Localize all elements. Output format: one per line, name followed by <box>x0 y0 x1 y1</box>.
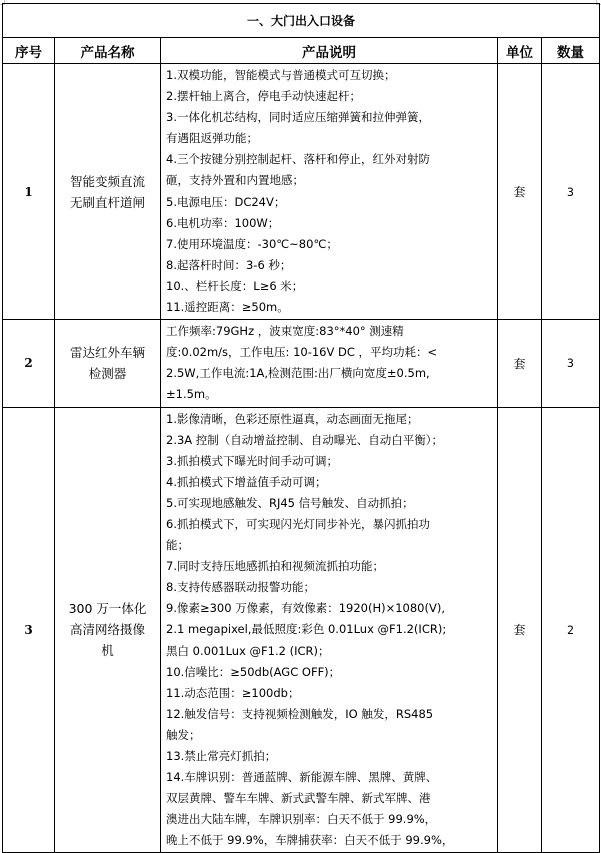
row-quantity: 3 <box>542 64 600 320</box>
desc-line: 10.、栏杆长度：L≥6 米； <box>166 278 304 293</box>
header-quantity: 数量 <box>542 38 600 64</box>
desc-line: 11.动态范围：≥100db； <box>166 685 300 700</box>
row-seq: 3 <box>3 407 55 853</box>
table-row <box>3 64 600 320</box>
desc-line: 6.抓拍模式下，可实现闪光灯同步补光，暴闪抓拍功 <box>166 516 430 531</box>
name-line: 雷达红外车辆 <box>69 345 145 361</box>
desc-line: 4.三个按键分别控制起杆、落杆和停止，红外对射防 <box>166 152 430 167</box>
desc-line: 7.同时支持压地感抓拍和视频流抓拍功能； <box>166 559 384 574</box>
name-line: 高清网络摄像 <box>69 622 145 638</box>
desc-line: 度:0.02m/s，工作电压: 10-16V DC ，平均功耗：< <box>166 345 438 360</box>
desc-line: 5.电源电压：DC24V； <box>166 194 286 209</box>
desc-line: 7.使用环境温度：-30℃~80℃； <box>166 236 338 251</box>
desc-line: ±1.5m。 <box>166 387 217 402</box>
equipment-spec-table <box>2 3 600 853</box>
desc-line: 澳进出大陆车牌，车牌识别率：白天不低于 99.9%， <box>166 812 437 827</box>
row-product-name <box>55 64 161 320</box>
desc-line: 触发； <box>166 727 201 742</box>
desc-line: 6.电机功率：100W； <box>166 215 280 230</box>
section-title-row <box>3 4 600 38</box>
desc-line: 晚上不低于 99.9%，车牌捕获率：白天不低于 99.9%， <box>166 833 454 848</box>
row-unit: 套 <box>498 64 542 320</box>
row-seq: 2 <box>3 320 55 407</box>
row-product-name <box>55 320 161 407</box>
desc-line: 砸，支持外置和内置地感； <box>166 173 304 188</box>
row-quantity: 2 <box>542 407 600 853</box>
desc-line: 11.遥控距离：≥50m。 <box>166 300 289 315</box>
name-line: 检测器 <box>88 366 127 382</box>
desc-line: 有遇阻返弹功能； <box>166 131 258 146</box>
desc-line: 2.摆杆轴上离合，停电手动快速起杆； <box>166 89 361 104</box>
header-product-name: 产品名称 <box>55 38 161 64</box>
desc-line: 3.抓拍模式下曝光时间手动可调； <box>166 453 338 468</box>
row-unit: 套 <box>498 320 542 407</box>
desc-line: 能； <box>166 538 189 553</box>
desc-line: 2.1 megapixel,最低照度:彩色 0.01Lux @F1.2(ICR); <box>166 622 447 637</box>
desc-line: 13.禁止常亮灯抓拍； <box>166 749 277 763</box>
header-seq: 序号 <box>3 38 55 64</box>
row-product-description <box>161 64 498 320</box>
desc-line: 1.双模功能，智能模式与普通模式可互切换； <box>166 68 396 82</box>
row-unit: 套 <box>498 407 542 853</box>
table-row <box>3 320 600 407</box>
name-line: 300 万一体化 <box>68 601 147 617</box>
desc-line: 8.支持传感器联动报警功能； <box>166 580 315 595</box>
desc-line: 黑白 0.001Lux @F1.2 (ICR)； <box>166 643 330 658</box>
desc-line: 12.触发信号：支持视频检测触发，IO 触发，RS485 <box>166 706 434 721</box>
name-line: 机 <box>101 643 114 659</box>
name-line: 无刷直杆道闸 <box>69 194 145 210</box>
header-unit: 单位 <box>498 38 542 64</box>
desc-line: 工作频率:79GHz ，波束宽度:83°*40° 测速精 <box>166 324 404 339</box>
desc-line: 2.3A 控制（自动增益控制、自动曝光、自动白平衡）； <box>166 432 444 447</box>
desc-line: 双层黄牌、警车车牌、新式武警车牌、新式军牌、港 <box>166 791 431 806</box>
section-title: 一、大门出入口设备 <box>3 4 600 38</box>
header-product-description: 产品说明 <box>161 38 498 64</box>
desc-line: 14.车牌识别：普通蓝牌、新能源车牌、黑牌、黄牌、 <box>166 770 438 785</box>
table-row <box>3 407 600 853</box>
row-product-name <box>55 407 161 853</box>
name-line: 智能变频直流 <box>69 173 145 189</box>
desc-line: 5.可实现地感触发、RJ45 信号触发、自动抓拍； <box>166 495 414 510</box>
row-quantity: 3 <box>542 320 600 407</box>
desc-line: 8.起落杆时间：3-6 秒； <box>166 257 292 272</box>
desc-line: 1.影像清晰，色彩还原性逼真，动态画面无拖尾； <box>166 411 419 426</box>
header-row <box>3 38 600 64</box>
desc-line: 4.抓拍模式下增益值手动可调； <box>166 474 327 489</box>
desc-line: 2.5W,工作电流:1A,检测范围:出厂横向宽度±0.5m, <box>166 366 430 381</box>
desc-line: 10.信噪比：≥50db(AGC OFF)； <box>166 664 341 679</box>
row-seq: 1 <box>3 64 55 320</box>
desc-line: 9.像素≥300 万像素，有效像素：1920(H)×1080(V), <box>166 601 445 616</box>
row-product-description <box>161 320 498 407</box>
row-product-description <box>161 407 498 853</box>
desc-line: 3.一体化机芯结构，同时适应压缩弹簧和拉伸弹簧， <box>166 110 430 125</box>
